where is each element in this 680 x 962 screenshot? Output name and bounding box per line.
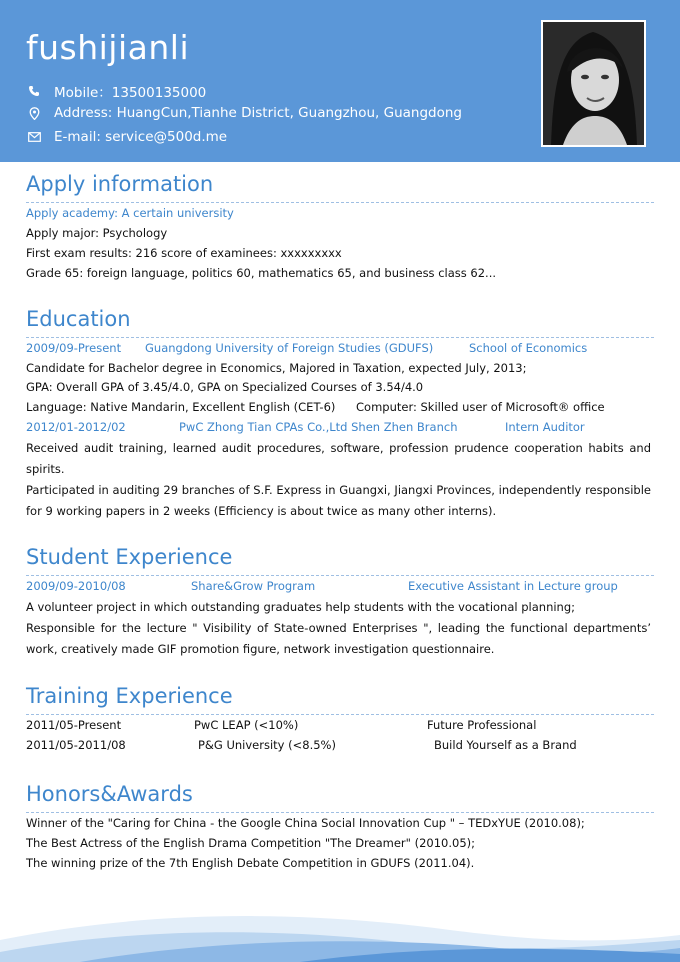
student-role: Executive Assistant in Lecture group <box>408 579 618 593</box>
honor-item-2: The Best Actress of the English Drama Competition "The Dreamer" (2010.05); <box>26 836 476 850</box>
honor-item-1: Winner of the "Caring for China - the Google China Social Innovation Cup " – TEDxYUE (2010.08); <box>26 816 585 830</box>
student-description-2: Responsible for the lecture " Visibility of State-owned Enterprises ", leading the functional departments’ work, creatively made GIF promotion figure, network investigation questionnaire. <box>26 621 651 656</box>
mail-icon <box>26 132 42 142</box>
mobile-text: Mobile：13500135000 <box>54 85 207 101</box>
profile-photo <box>541 20 646 147</box>
contact-email <box>26 129 227 145</box>
edu-computer: Computer: Skilled user of Microsoft® office <box>356 400 605 414</box>
honor-item-3: The winning prize of the 7th English Debate Competition in GDUFS (2011.04). <box>26 856 475 870</box>
address-text: Address: HuangCun,Tianhe District, Guangzhou, Guangdong <box>54 105 462 121</box>
resume-header <box>0 0 680 162</box>
phone-icon <box>26 85 42 97</box>
edu-candidate: Candidate for Bachelor degree in Economics, Majored in Taxation, expected July, 2013; <box>26 361 527 375</box>
contact-mobile <box>26 81 206 101</box>
decorative-wave <box>0 880 680 962</box>
training-org-1: PwC LEAP (<10%) <box>194 718 299 732</box>
section-divider <box>26 812 654 813</box>
section-divider <box>26 337 654 338</box>
edu-gpa: GPA: Overall GPA of 3.45/4.0, GPA on Specialized Courses of 3.54/4.0 <box>26 380 424 394</box>
apply-major: Apply major: Psychology <box>26 226 168 240</box>
student-program: Share&Grow Program <box>191 579 316 593</box>
section-divider <box>26 714 654 715</box>
first-exam-results: First exam results: 216 score of examinees: xxxxxxxxx <box>26 246 342 260</box>
intern-description-2: Participated in auditing 29 branches of S.F. Express in Guangxi, Jiangxi Provinces, independently responsible for 9 working papers in 2 weeks (Efficiency is about twice as many other interns). <box>26 483 651 518</box>
intern-role: Intern Auditor <box>505 420 585 434</box>
section-divider <box>26 575 654 576</box>
location-pin-icon <box>26 107 42 120</box>
training-org-2: P&G University (<8.5%) <box>198 738 336 752</box>
intern-org: PwC Zhong Tian CPAs Co.,Ltd Shen Zhen Branch <box>179 420 458 434</box>
edu-date-1: 2009/09-Present <box>26 341 122 355</box>
intern-description-1: Received audit training, learned audit procedures, software, profession prudence cooperation habits and spirits. <box>26 441 651 476</box>
apply-academy: Apply academy: A certain university <box>26 206 234 220</box>
section-divider <box>26 202 654 203</box>
student-date: 2009/09-2010/08 <box>26 579 126 593</box>
edu-school: Guangdong University of Foreign Studies (GDUFS) <box>145 341 434 355</box>
edu-department: School of Economics <box>469 341 588 355</box>
training-result-1: Future Professional <box>427 718 537 732</box>
section-title-education: Education <box>26 307 131 331</box>
section-title-apply: Apply information <box>26 172 214 196</box>
section-title-honors: Honors&Awards <box>26 782 193 806</box>
section-title-student: Student Experience <box>26 545 233 569</box>
training-date-2: 2011/05-2011/08 <box>26 738 126 752</box>
intern-date: 2012/01-2012/02 <box>26 420 126 434</box>
contact-address <box>26 105 462 121</box>
edu-language: Language: Native Mandarin, Excellent English (CET-6) <box>26 400 336 414</box>
training-date-1: 2011/05-Present <box>26 718 122 732</box>
grade-line: Grade 65: foreign language, politics 60, mathematics 65, and business class 62... <box>26 266 497 280</box>
candidate-name: fushijianli <box>26 28 190 67</box>
section-title-training: Training Experience <box>26 684 233 708</box>
training-result-2: Build Yourself as a Brand <box>434 738 577 752</box>
email-text: E-mail: service@500d.me <box>54 129 228 145</box>
student-description-1: A volunteer project in which outstanding graduates help students with the vocational planning; <box>26 600 576 614</box>
